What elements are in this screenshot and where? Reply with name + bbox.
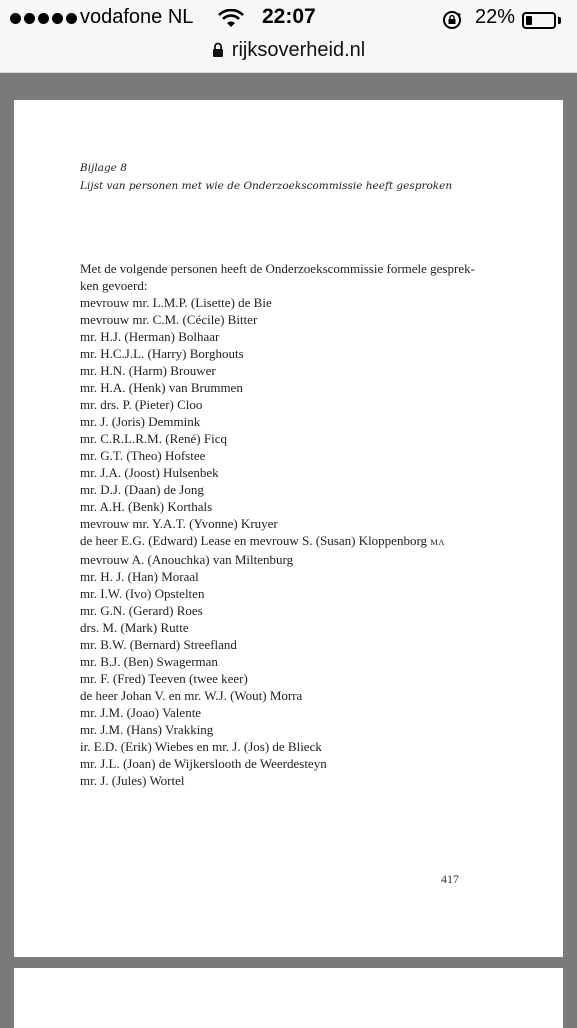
next-document-page <box>14 968 563 1028</box>
status-bar <box>0 0 577 73</box>
person-list-item <box>80 602 520 619</box>
person-list-item <box>80 294 520 311</box>
appendix-header <box>80 159 452 195</box>
person-name: de heer E.G. (Edward) Lease en mevrouw S. (Susan) Kloppenborg <box>80 533 428 548</box>
person-list-item <box>80 670 520 687</box>
person-list-item <box>80 704 520 721</box>
intro-text-line-2: ken gevoerd: <box>80 278 148 293</box>
person-list-item <box>80 738 520 755</box>
battery-nub <box>558 17 561 24</box>
person-name: mr. H.J. (Herman) Bolhaar <box>80 329 220 344</box>
address-bar[interactable] <box>0 36 577 64</box>
person-name: mr. J.A. (Joost) Hulsenbek <box>80 465 219 480</box>
person-name: mr. J. (Joris) Demmink <box>80 414 201 429</box>
person-name: mr. J.L. (Joan) de Wijkerslooth de Weerdesteyn <box>80 756 327 771</box>
person-name: mr. D.J. (Daan) de Jong <box>80 482 204 497</box>
appendix-title: Lijst van personen met wie de Onderzoekscommissie heeft gesproken <box>80 180 453 192</box>
person-list-item <box>80 687 520 704</box>
person-name: mr. H.N. (Harm) Brouwer <box>80 363 216 378</box>
person-list-item <box>80 532 520 551</box>
person-name: mr. B.J. (Ben) Swagerman <box>80 654 218 669</box>
person-list-item <box>80 379 520 396</box>
person-list <box>80 294 520 789</box>
person-name: mr. H.A. (Henk) van Brummen <box>80 380 243 395</box>
wifi-icon <box>218 9 244 29</box>
person-name: mr. H. J. (Han) Moraal <box>80 569 199 584</box>
lock-icon <box>212 42 224 58</box>
person-name: mr. J.M. (Joao) Valente <box>80 705 202 720</box>
battery-icon <box>522 12 556 29</box>
person-list-item <box>80 585 520 602</box>
person-name: mevrouw mr. L.M.P. (Lisette) de Bie <box>80 295 272 310</box>
person-list-item <box>80 772 520 789</box>
degree-suffix: MA <box>430 537 445 547</box>
person-list-item <box>80 447 520 464</box>
person-list-item <box>80 362 520 379</box>
person-list-item <box>80 515 520 532</box>
person-list-item <box>80 636 520 653</box>
page-number: 417 <box>441 872 459 886</box>
appendix-label: Bijlage 8 <box>80 162 127 174</box>
person-list-item <box>80 498 520 515</box>
person-list-item <box>80 619 520 636</box>
person-list-item <box>80 430 520 447</box>
person-name: mr. J.M. (Hans) Vrakking <box>80 722 214 737</box>
document-body <box>80 260 520 789</box>
clock-time: 22:07 <box>262 5 316 28</box>
url-text[interactable]: rijksoverheid.nl <box>231 38 366 61</box>
person-list-item <box>80 413 520 430</box>
person-name: mr. I.W. (Ivo) Opstelten <box>80 586 205 601</box>
signal-dots-icon <box>10 13 77 24</box>
person-name: mevrouw A. (Anouchka) van Miltenburg <box>80 552 294 567</box>
person-name: mr. H.C.J.L. (Harry) Borghouts <box>80 346 244 361</box>
intro-text-line-1: Met de volgende personen heeft de Onderzoekscommissie formele gesprek- <box>80 261 475 276</box>
person-list-item <box>80 328 520 345</box>
person-name: mr. A.H. (Benk) Korthals <box>80 499 213 514</box>
status-row <box>0 4 577 34</box>
carrier-name: vodafone NL <box>80 6 194 28</box>
person-list-item <box>80 551 520 568</box>
battery-percent: 22% <box>475 6 516 28</box>
person-name: mevrouw mr. C.M. (Cécile) Bitter <box>80 312 258 327</box>
person-list-item <box>80 721 520 738</box>
person-name: mevrouw mr. Y.A.T. (Yvonne) Kruyer <box>80 516 278 531</box>
person-list-item <box>80 345 520 362</box>
rotation-lock-icon <box>441 10 463 30</box>
person-name: de heer Johan V. en mr. W.J. (Wout) Morra <box>80 688 303 703</box>
person-list-item <box>80 568 520 585</box>
person-name: mr. drs. P. (Pieter) Cloo <box>80 397 203 412</box>
person-name: mr. F. (Fred) Teeven (twee keer) <box>80 671 248 686</box>
person-list-item <box>80 755 520 772</box>
person-list-item <box>80 464 520 481</box>
person-name: mr. C.R.L.R.M. (René) Ficq <box>80 431 227 446</box>
person-name: mr. G.N. (Gerard) Roes <box>80 603 203 618</box>
person-name: mr. B.W. (Bernard) Streefland <box>80 637 237 652</box>
person-list-item <box>80 396 520 413</box>
document-page <box>14 100 563 957</box>
person-name: drs. M. (Mark) Rutte <box>80 620 189 635</box>
person-name: mr. J. (Jules) Wortel <box>80 773 185 788</box>
battery-level-fill <box>526 16 532 25</box>
person-list-item <box>80 311 520 328</box>
person-name: mr. G.T. (Theo) Hofstee <box>80 448 206 463</box>
person-name: ir. E.D. (Erik) Wiebes en mr. J. (Jos) de Blieck <box>80 739 322 754</box>
person-list-item <box>80 481 520 498</box>
person-list-item <box>80 653 520 670</box>
